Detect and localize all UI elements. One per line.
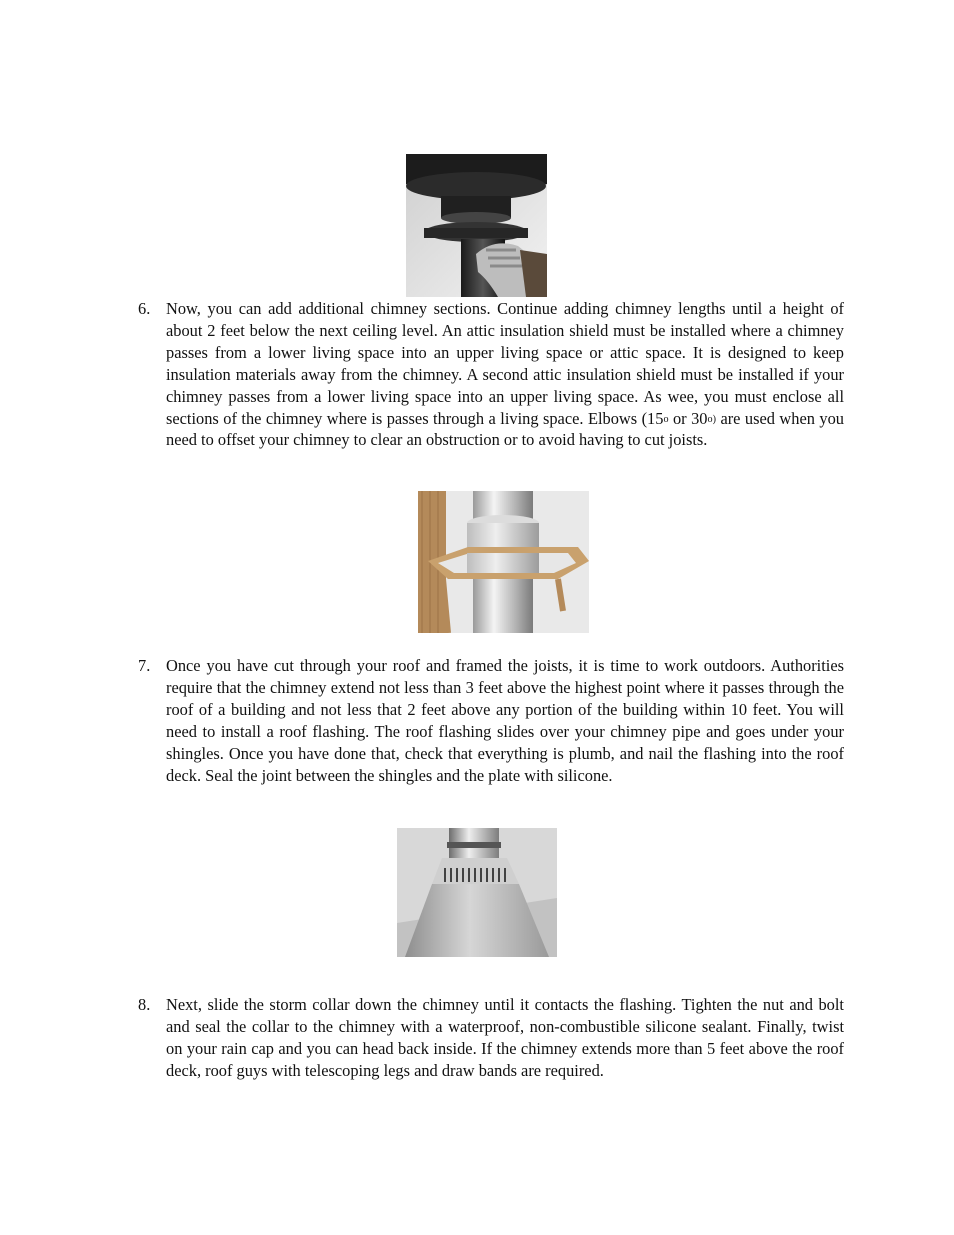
attic-insulation-shield-photo — [418, 491, 589, 633]
step-text: Now, you can add additional chimney sections. Continue adding chimney lengths until a height of about 2 feet below the next ceiling level. An attic insulation shield must be installed where a chimney passes from a lower living space into an upper living space or attic space. It is designed to keep insulation materials away from the chimney. A second attic insulation shield must be installed if your chimney passes from a lower living space into an upper living space. As wee, you must enclose all sections of the chimney where is passes through a living space. Elbows (15$^o$ or 30$^{o)}$ are used when you need to offset your chimney to clear an obstruction or to avoid having to cut joists. — [166, 299, 844, 450]
step-7 — [138, 655, 844, 786]
step-8 — [138, 994, 844, 1082]
roof-flashing-photo — [397, 828, 557, 957]
step-number: 7. — [138, 656, 151, 675]
step-text: Once you have cut through your roof and framed the joists, it is time to work outdoors. Authorities require that the chimney extend not less than 3 feet above the highest point where it passes through the roof of a building and not less that 2 feet above any portion of the building within 10 feet. You will need to install a roof flashing. The roof flashing slides over your chimney pipe and goes under your shingles. Once you have done that, check that everything is plumb, and nail the flashing into the roof deck. Seal the joint between the shingles and the plate with silicone. — [166, 656, 844, 785]
step-text: Next, slide the storm collar down the chimney until it contacts the flashing. Tighten the nut and bolt and seal the collar to the chimney with a waterproof, non-combustible silicone sealant. Finally, twist on your rain cap and you can head back inside. If the chimney extends more than 5 feet above the roof deck, roof guys with telescoping legs and draw bands are required. — [166, 995, 844, 1080]
step-6 — [138, 298, 844, 451]
step-number: 6. — [138, 299, 151, 318]
adapter-with-gloved-hand-photo — [406, 154, 547, 297]
step-number: 8. — [138, 995, 151, 1014]
